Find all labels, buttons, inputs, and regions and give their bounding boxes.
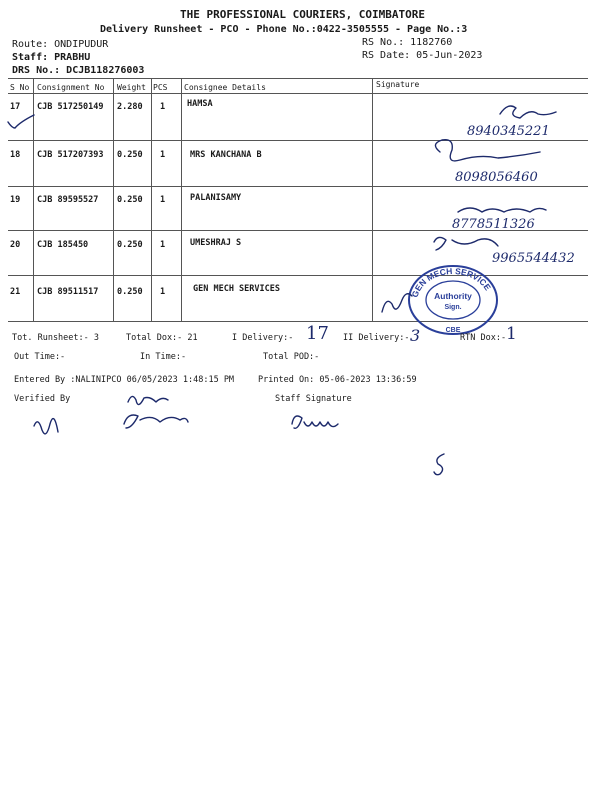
i-delivery-value: 17	[306, 323, 329, 344]
handwritten-phone: 8098056460	[455, 170, 538, 185]
staff-signature-label: Staff Signature	[275, 394, 352, 404]
row-pcs: 1	[160, 240, 166, 250]
drs-number: DRS No.: DCJB118276003	[12, 65, 145, 76]
handwritten-phone: 8940345221	[467, 124, 550, 139]
rtn-dox-value: 1	[506, 324, 517, 344]
row-pcs: 1	[160, 195, 166, 205]
row-consignment: CJB 89511517	[37, 287, 99, 297]
check-mark-icon	[6, 112, 36, 132]
route-label: Route: ONDIPUDUR	[12, 39, 109, 50]
stamp-city: CBE	[445, 327, 461, 334]
row-consignee: HAMSA	[187, 99, 213, 109]
stray-pen-mark	[430, 450, 450, 480]
in-time: In Time:-	[140, 352, 187, 362]
rtn-dox-label: RTN Dox:-	[460, 333, 507, 343]
rs-date: RS Date: 05-Jun-2023	[362, 50, 483, 61]
row-sno: 21	[10, 287, 21, 297]
row-consignee: GEN MECH SERVICES	[193, 284, 280, 294]
row-sno: 19	[10, 195, 21, 205]
staff-signature	[288, 408, 348, 438]
row-consignee: MRS KANCHANA B	[190, 150, 262, 160]
stamp-ring-text: GEN MECH SERVICE	[409, 265, 493, 299]
staff-label: Staff: PRABHU	[12, 52, 91, 63]
row-sno: 17	[10, 102, 21, 112]
col-pcs: PCS	[153, 83, 168, 92]
row-weight: 0.250	[117, 150, 143, 160]
row-weight: 2.280	[117, 102, 143, 112]
i-delivery-label: I Delivery:-	[232, 333, 294, 343]
col-consignee: Consignee Details	[184, 83, 266, 92]
row-weight: 0.250	[117, 240, 143, 250]
row-consignee: UMESHRAJ S	[190, 238, 242, 248]
col-weight: Weight	[117, 83, 146, 92]
row-consignment: CJB 517207393	[37, 150, 104, 160]
handwritten-phone: 8778511326	[452, 217, 535, 232]
stamp-signature-scribble	[378, 286, 418, 320]
col-consignment: Consignment No	[37, 83, 105, 92]
handwritten-phone: 9965544432	[492, 251, 575, 266]
out-time: Out Time:-	[14, 352, 66, 362]
stamp-authority: Authority	[434, 291, 472, 301]
col-signature: Signature	[376, 80, 420, 89]
runsheet-title: Delivery Runsheet - PCO - Phone No.:0422-3505555 - Page No.:3	[100, 24, 468, 35]
row-sno: 20	[10, 240, 21, 250]
total-pod: Total POD:-	[263, 352, 320, 362]
verified-by-label: Verified By	[14, 394, 71, 404]
row-pcs: 1	[160, 102, 166, 112]
printed-on: Printed On: 05-06-2023 13:36:59	[258, 375, 417, 385]
ii-delivery-label: II Delivery:-	[343, 333, 410, 343]
ii-delivery-value: 3	[410, 326, 421, 345]
rs-number: RS No.: 1182760	[362, 37, 453, 48]
row-pcs: 1	[160, 287, 166, 297]
row-sno: 18	[10, 150, 21, 160]
total-dox: Total Dox:- 21	[126, 333, 198, 343]
row-consignment: CJB 185450	[37, 240, 89, 250]
company-name: THE PROFESSIONAL COURIERS, COIMBATORE	[180, 8, 426, 21]
row-weight: 0.250	[117, 287, 143, 297]
col-sno: S No	[10, 83, 30, 92]
row-consignment: CJB 517250149	[37, 102, 104, 112]
stamp-sign: Sign.	[444, 304, 462, 311]
total-runsheet: Tot. Runsheet:- 3	[12, 333, 99, 343]
entered-by: Entered By :NALINIPCO 06/05/2023 1:48:15 PM	[14, 375, 235, 385]
row-consignment: CJB 89595527	[37, 195, 99, 205]
row-consignee: PALANISAMY	[190, 193, 242, 203]
row-pcs: 1	[160, 150, 166, 160]
row-weight: 0.250	[117, 195, 143, 205]
verifier-signatures	[28, 388, 198, 448]
